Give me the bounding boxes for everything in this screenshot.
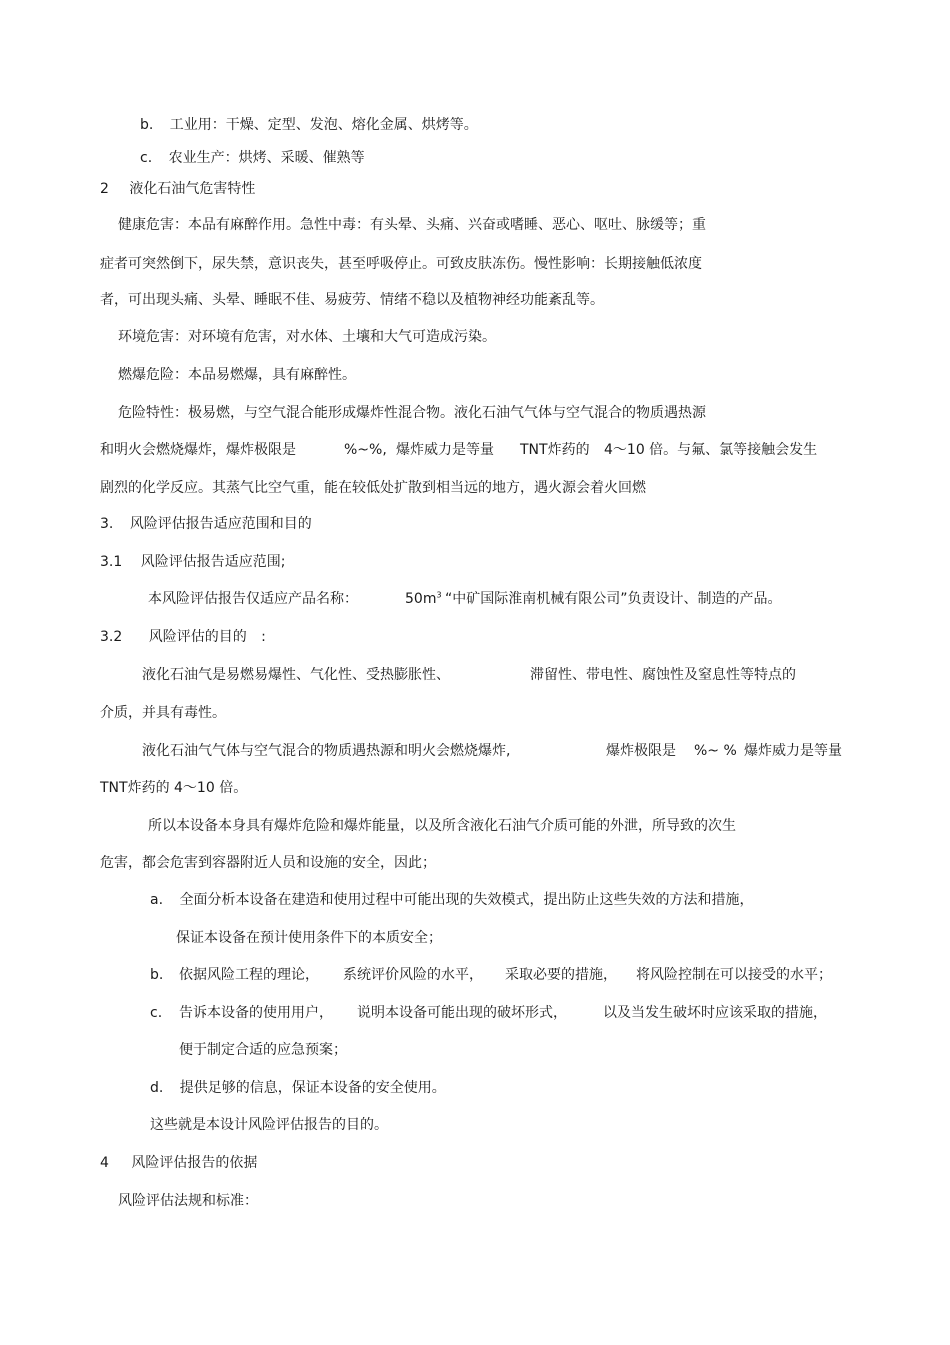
paragraph-health-line-3: 者，可出现头痛、头晕、睡眠不佳、易疲劳、情绪不稳以及植物神经功能紊乱等。 bbox=[100, 292, 604, 308]
section-title: 风险评估报告的依据 bbox=[131, 1155, 258, 1171]
list-item-c bbox=[0, 1004, 950, 1022]
list-text: 提供足够的信息，保证本设备的安全使用。 bbox=[179, 1080, 446, 1096]
list-item-d bbox=[150, 1079, 446, 1097]
subheading-regulations: 风险评估法规和标准： bbox=[118, 1193, 258, 1209]
text-segment: 液化石油气是易燃易爆性、气化性、受热膨胀性、 bbox=[142, 667, 450, 683]
list-item-c-continuation: 便于制定合适的应急预案； bbox=[179, 1042, 347, 1058]
section-heading-4 bbox=[100, 1154, 257, 1172]
text-segment: 爆炸威力是等量 bbox=[744, 743, 842, 759]
section-number: 3.1 bbox=[100, 554, 123, 570]
volume-value: 50m bbox=[405, 591, 437, 607]
paragraph-purpose-line-4: TNT炸药的 4～10 倍。 bbox=[100, 780, 248, 796]
paragraph-danger-line-1: 危险特性：极易燃，与空气混合能形成爆炸性混合物。液化石油气气体与空气混合的物质遇热源 bbox=[118, 405, 706, 421]
list-marker: c. bbox=[150, 1005, 163, 1021]
text-segment: “中矿国际淮南机械有限公司”负责设计、制造的产品。 bbox=[445, 591, 782, 607]
text-segment: 和明火会燃烧爆炸，爆炸极限是 bbox=[100, 442, 296, 458]
text-segment: 滞留性、带电性、腐蚀性及窒息性等特点的 bbox=[530, 667, 796, 683]
text-segment: 依据风险工程的理论， bbox=[179, 967, 319, 983]
paragraph-health-line-1: 健康危害：本品有麻醉作用。急性中毒：有头晕、头痛、兴奋或嗜睡、恶心、呕吐、脉缓等；重 bbox=[118, 217, 706, 233]
section-heading-3 bbox=[100, 515, 312, 533]
list-text: 全面分析本设备在建造和使用过程中可能出现的失效模式，提出防止这些失效的方法和措施， bbox=[179, 892, 754, 908]
paragraph-health-line-2: 症者可突然倒下，尿失禁，意识丧失，甚至呼吸停止。可致皮肤冻伤。慢性影响：长期接触低浓度 bbox=[100, 256, 702, 272]
paragraph-purpose-line-6: 危害，都会危害到容器附近人员和设施的安全，因此； bbox=[100, 855, 436, 871]
paragraph-purpose-line-1 bbox=[0, 666, 950, 684]
section-title: 风险评估报告适应范围和目的 bbox=[129, 516, 312, 532]
paragraph-fire: 燃爆危险：本品易燃爆，具有麻醉性。 bbox=[118, 367, 356, 383]
text-segment: 4～10 倍。与氟、氯等接触会发生 bbox=[604, 442, 818, 458]
paragraph-purpose-line-2: 介质，并具有毒性。 bbox=[100, 705, 226, 721]
text-segment: 告诉本设备的使用用户， bbox=[179, 1005, 333, 1021]
paragraph-purpose-line-5: 所以本设备本身具有爆炸危险和爆炸能量，以及所含液化石油气介质可能的外泄，所导致的次生 bbox=[148, 818, 736, 834]
list-item-b-industrial bbox=[140, 116, 478, 134]
list-item-a bbox=[150, 891, 753, 909]
section-title: 风险评估的目的 bbox=[148, 629, 247, 645]
text-segment: %~%, bbox=[344, 442, 387, 458]
volume-exponent: 3 bbox=[436, 590, 442, 600]
paragraph-danger-line-2 bbox=[0, 441, 950, 459]
heading-colon: : bbox=[261, 629, 266, 645]
list-item-a-continuation: 保证本设备在预计使用条件下的本质安全； bbox=[176, 930, 442, 946]
section-title: 风险评估报告适应范围; bbox=[140, 554, 286, 570]
paragraph-purpose-end: 这些就是本设计风险评估报告的目的。 bbox=[150, 1117, 388, 1133]
text-segment: 说明本设备可能出现的破坏形式， bbox=[357, 1005, 567, 1021]
list-marker: b. bbox=[140, 117, 154, 133]
text-segment: 爆炸极限是 bbox=[606, 743, 676, 759]
list-item-b bbox=[0, 966, 950, 984]
list-marker: b. bbox=[150, 967, 164, 983]
paragraph-scope bbox=[0, 590, 950, 608]
section-number: 3. bbox=[100, 516, 114, 532]
section-title: 液化石油气危害特性 bbox=[129, 181, 256, 197]
list-marker: d. bbox=[150, 1080, 164, 1096]
section-number: 3.2 bbox=[100, 629, 123, 645]
text-segment: 采取必要的措施， bbox=[505, 967, 617, 983]
text-segment: 将风险控制在可以接受的水平； bbox=[636, 967, 832, 983]
section-number: 4 bbox=[100, 1155, 109, 1171]
section-heading-3-2 bbox=[100, 628, 266, 646]
text-segment: %~ % bbox=[694, 743, 737, 759]
text-segment: 液化石油气气体与空气混合的物质遇热源和明火会燃烧爆炸, bbox=[142, 743, 511, 759]
text-segment: 以及当发生破坏时应该采取的措施， bbox=[603, 1005, 827, 1021]
text-segment: 本风险评估报告仅适应产品名称： bbox=[148, 591, 358, 607]
text-segment: 爆炸威力是等量 bbox=[396, 442, 494, 458]
section-number: 2 bbox=[100, 181, 109, 197]
list-text: 农业生产：烘烤、采暖、催熟等 bbox=[168, 150, 365, 166]
text-segment: 系统评价风险的水平， bbox=[343, 967, 483, 983]
list-text: 工业用：干燥、定型、发泡、熔化金属、烘烤等。 bbox=[169, 117, 478, 133]
paragraph-environment: 环境危害：对环境有危害，对水体、土壤和大气可造成污染。 bbox=[118, 329, 496, 345]
paragraph-purpose-line-3 bbox=[0, 742, 950, 760]
text-segment: TNT炸药的 bbox=[520, 442, 590, 458]
list-item-c-agriculture bbox=[140, 149, 365, 167]
product-volume bbox=[405, 590, 442, 608]
paragraph-danger-line-3: 剧烈的化学反应。其蒸气比空气重，能在较低处扩散到相当远的地方，遇火源会着火回燃 bbox=[100, 480, 646, 496]
list-marker: c. bbox=[140, 150, 153, 166]
section-heading-2 bbox=[100, 180, 255, 198]
list-marker: a. bbox=[150, 892, 164, 908]
section-heading-3-1 bbox=[100, 553, 285, 571]
